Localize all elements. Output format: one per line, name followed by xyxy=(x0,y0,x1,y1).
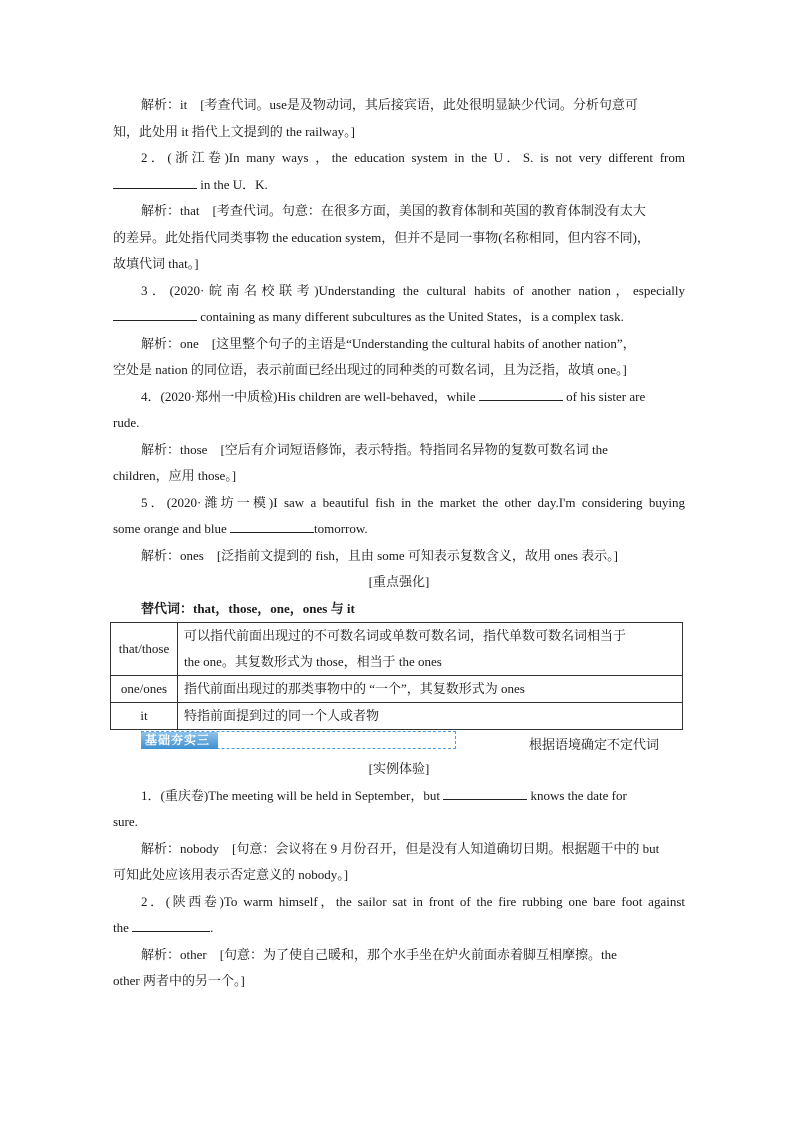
answer-line: 解析：it [考查代词。use是及物动词，其后接宾语，此处很明显缺少代词。分析句意可 xyxy=(141,97,638,112)
answer-line: 解析：other [句意：为了使自己暖和，那个水手坐在炉火前面赤着脚互相摩擦。the xyxy=(141,946,617,962)
answer-blank xyxy=(113,175,197,189)
question-3: 3．(2020·皖南名校联考)Understanding the cultural habits of another nation，especially xyxy=(141,282,685,298)
section-heading: [实例体验] xyxy=(368,761,430,776)
document-page xyxy=(113,92,685,995)
text: tomorrow. xyxy=(313,521,368,536)
answer-line: children，应用 those。] xyxy=(113,468,237,483)
answer-line: other 两者中的另一个。] xyxy=(113,973,245,988)
section-subtitle: 根据语境确定不定代词 xyxy=(529,737,660,752)
question-line xyxy=(113,172,685,199)
question-2: 2．(浙江卷)In many ways ，the education system in the U．S. is not very different from xyxy=(141,150,685,165)
answer-blank xyxy=(132,918,210,932)
answer-line: 解析：that [考查代词。句意：在很多方面，美国的教育体制和英国的教育体制没有太大 xyxy=(141,203,646,218)
example-2: 2．(陕西卷)To warm himself，the sailor sat in front of the fire rubbing one bare foot against xyxy=(141,893,685,909)
answer-line: 解析：ones [泛指前文提到的 fish，且由 some 可知表示复数含义，故用 ones 表示。] xyxy=(141,547,619,563)
section-heading: [重点强化] xyxy=(368,574,430,589)
answer-line: 解析：those [空后有介词短语修饰，表示特指。特指同名异物的复数可数名词 the xyxy=(141,441,608,457)
question-5: 5．(2020·潍坊一模)I saw a beautiful fish in the market the other day.I'm considering buying xyxy=(141,494,685,510)
question-line: sure. xyxy=(113,814,138,829)
text: some orange and blue xyxy=(113,521,227,536)
answer-blank xyxy=(443,786,527,800)
answer-line: 解析：nobody [句意：会议将在 9 月份召开，但是没有人知道确切日期。根据题干中的 but xyxy=(141,840,660,856)
table-key: that/those xyxy=(111,623,178,676)
text: 1．(重庆卷)The meeting will be held in September，but xyxy=(141,787,440,803)
text: of his sister are xyxy=(566,388,646,404)
answer-line: 解析：one [这里整个句子的主语是“Understanding the cultural habits of another nation”， xyxy=(141,335,636,351)
table-key: it xyxy=(111,703,178,730)
text: the xyxy=(113,920,129,935)
question-line xyxy=(113,915,685,942)
question-line xyxy=(113,516,685,543)
text: 可以指代前面出现过的不可数名词或单数可数名词，指代单数可数名词相当于 xyxy=(184,628,627,643)
answer-blank xyxy=(230,519,314,533)
answer-line: 知，此处用 it 指代上文提到的 the railway。] xyxy=(113,123,355,139)
answer-line: 可知此处应该用表示否定意义的 nobody。] xyxy=(113,867,349,882)
answer-line: 故填代词 that。] xyxy=(113,256,199,271)
table-row xyxy=(111,623,683,676)
question-line xyxy=(113,304,685,331)
table-key: one/ones xyxy=(111,676,178,703)
answer-blank xyxy=(113,307,197,321)
text: 4．(2020·郑州一中质检)His children are well-behaved，while xyxy=(141,388,476,404)
table-row xyxy=(111,703,683,730)
example-1 xyxy=(113,783,685,810)
answer-blank xyxy=(479,387,563,401)
answer-line: 空处是 nation 的同位语，表示前面已经出现过的同种类的可数名词，且为泛指，故填 one。] xyxy=(113,362,627,377)
pronoun-table xyxy=(110,622,683,730)
table-value xyxy=(178,623,683,676)
sub-heading: 替代词：that，those，one，ones 与 it xyxy=(141,600,355,616)
text: the one。其复数形式为 those，相当于 the ones xyxy=(184,654,442,669)
section-badge: 基础夯实三 xyxy=(141,732,218,749)
text: in the U．K. xyxy=(200,176,268,192)
question-4 xyxy=(113,384,685,411)
table-value: 特指前面提到过的同一个人或者物 xyxy=(178,703,683,730)
text: knows the date for xyxy=(530,787,627,803)
text: . xyxy=(210,920,214,935)
section-bar xyxy=(113,730,685,756)
text: containing as many different subcultures as the United States，is a complex task. xyxy=(200,309,624,324)
table-value: 指代前面出现过的那类事物中的 “一个”，其复数形式为 ones xyxy=(178,676,683,703)
table-row xyxy=(111,676,683,703)
question-line: rude. xyxy=(113,415,140,430)
answer-line: 的差异。此处指代同类事物 the education system，但并不是同一事物(名称相同，但内容不同)， xyxy=(113,229,650,245)
